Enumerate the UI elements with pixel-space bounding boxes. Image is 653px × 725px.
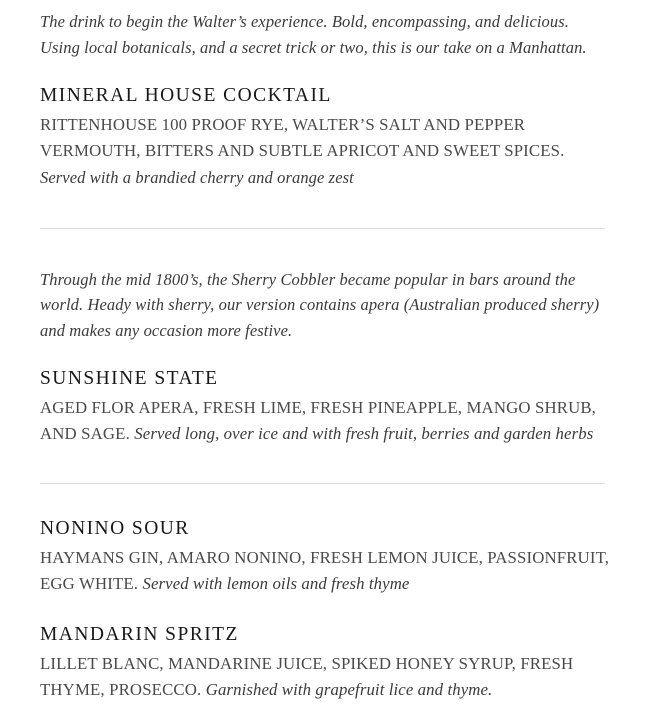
spacer: [40, 596, 613, 622]
drink-ingredients-text: AGED FLOR APERA, FRESH LIME, FRESH PINEAPPLE, MANGO SHRUB, AND SAGE.: [40, 398, 597, 443]
drink-title-mineral-house-cocktail: MINERAL HOUSE COCKTAIL: [40, 85, 332, 106]
spacer: [40, 60, 613, 83]
drink-ingredients-sunshine-state: [40, 395, 613, 446]
drink-garnish-mandarin-spritz: Garnished with grapefruit lice and thyme.: [205, 679, 493, 699]
drink-garnish-mineral-house-cocktail: Served with a brandied cherry and orange zest: [40, 168, 354, 187]
drink-ingredients-mineral-house-cocktail: RITTENHOUSE 100 PROOF RYE, WALTER’S SALT AND PEPPER VERMOUTH, BITTERS AND SUBTLE APRICOT AND SWEET SPICES.: [40, 115, 565, 160]
drink-title-sunshine-state: SUNSHINE STATE: [40, 368, 219, 389]
spacer: [40, 446, 613, 483]
drink-blurb-sunshine-state: Through the mid 1800’s, the Sherry Cobbler became popular in bars around the world. Heady with sherry, our version contains apera (Australian produced sherry) and makes any occasion more festive.: [40, 269, 600, 340]
drink-title-nonino-sour: NONINO SOUR: [40, 518, 190, 539]
drink-ingredients-mandarin-spritz: [40, 651, 613, 702]
drink-item-mandarin-spritz: [40, 622, 613, 702]
drink-ingredients-text: LILLET BLANC, MANDARINE JUICE, SPIKED HONEY SYRUP, FRESH THYME, PROSECCO.: [40, 654, 574, 699]
drink-item-mineral-house-cocktail: [40, 83, 613, 191]
drink-garnish-sunshine-state: Served long, over ice and with fresh fruit, berries and garden herbs: [134, 423, 594, 443]
drink-blurb-mineral-house-cocktail: The drink to begin the Walter’s experience. Bold, encompassing, and delicious. Using local botanicals, and a secret trick or two, this is our take on a Manhattan.: [40, 12, 587, 57]
spacer: [40, 229, 613, 267]
drink-title-mandarin-spritz: MANDARIN SPRITZ: [40, 624, 239, 645]
spacer: [40, 191, 613, 228]
drink-item-sunshine-state: [40, 366, 613, 446]
drink-garnish-nonino-sour: Served with lemon oils and fresh thyme: [142, 573, 410, 593]
drink-item-nonino-sour: [40, 516, 613, 596]
drink-ingredients-text: HAYMANS GIN, AMARO NONINO, FRESH LEMON JUICE, PASSIONFRUIT, EGG WHITE.: [40, 548, 610, 593]
spacer: [40, 343, 613, 366]
drink-ingredients-nonino-sour: [40, 545, 613, 596]
spacer: [40, 484, 613, 516]
